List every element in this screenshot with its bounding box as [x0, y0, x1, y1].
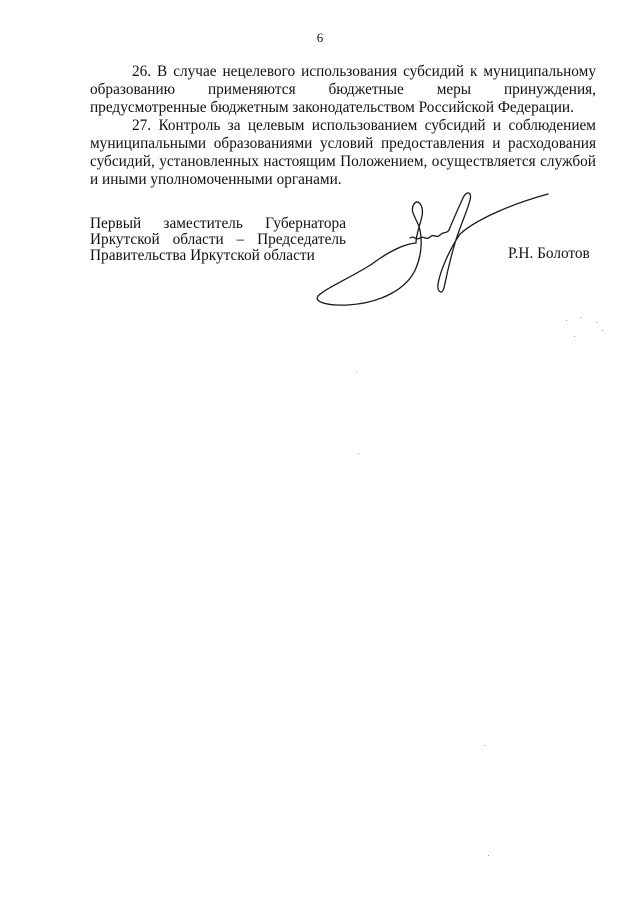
position-word: Иркутской: [90, 231, 160, 248]
position-word: –: [236, 231, 245, 248]
scan-speck: [580, 317, 581, 318]
signer-name: Р.Н. Болотов: [508, 245, 590, 262]
scan-speck: [566, 320, 567, 321]
scan-speck: [358, 453, 359, 454]
paragraph-27-text: 27. Контроль за целевым использованием субсидий и соблюдением муниципальными образованиями условий предоставления и расходования субсидий, установленных настоящим Положением, осуществляется службой и иными уполномоченными органами.: [90, 117, 596, 188]
position-word: области: [172, 231, 224, 248]
position-word: Губернатора: [265, 215, 346, 232]
position-line-3: Правительства Иркутской области: [90, 247, 315, 264]
position-line-1: [90, 216, 346, 232]
scan-speck: [574, 336, 575, 337]
scan-speck: [596, 322, 597, 323]
paragraph-26: [90, 63, 596, 117]
position-word: Председатель: [257, 231, 346, 248]
scan-speck: [356, 372, 357, 373]
scan-speck: [484, 745, 485, 746]
signatory-position: [90, 216, 346, 264]
position-word: Первый: [90, 215, 142, 232]
scan-speck: [488, 855, 489, 856]
position-line-2: [90, 232, 346, 248]
page-number: 6: [316, 30, 324, 45]
paragraph-27: [90, 117, 596, 189]
scan-speck: [602, 330, 603, 331]
paragraph-26-text: 26. В случае нецелевого использования субсидий к муниципальному образованию применяются бюджетные меры принуждения, предусмотренные бюджетным законодательством Российской Федерации.: [90, 63, 596, 116]
position-word: заместитель: [163, 215, 243, 232]
